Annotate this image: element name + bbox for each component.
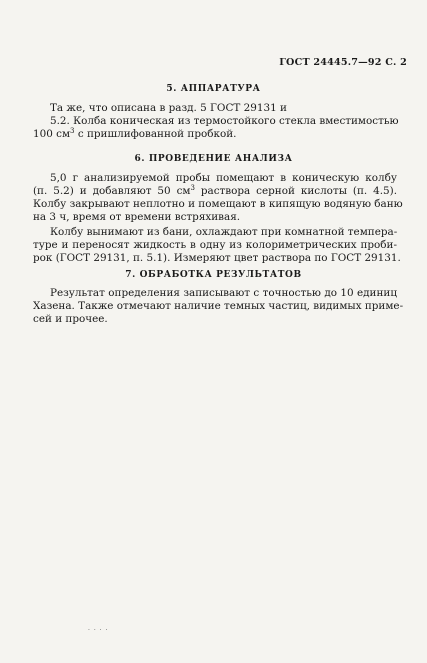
page-header: ГОСТ 24445.7—92 С. 2 bbox=[279, 57, 407, 68]
section-6-line-2: (п. 5.2) и добавляют 50 $см^3$ раствора серной кислоты (п. 4.5). bbox=[33, 184, 397, 197]
footer-mark: · · · · bbox=[88, 627, 109, 634]
section-6-line-4: на 3 ч, время от времени встряхивая. bbox=[33, 211, 241, 223]
section-5-line-3: 100 $см^3$ с пришлифованной пробкой. bbox=[33, 127, 237, 140]
section-7-line-3: сей и прочее. bbox=[33, 313, 108, 325]
section-5-line-1: Та же, что описана в разд. 5 ГОСТ 29131 и bbox=[50, 102, 287, 114]
section-7-line-1: Результат определения записывают с точностью до 10 единиц bbox=[50, 287, 397, 299]
section-6-title: 6. ПРОВЕДЕНИЕ АНАЛИЗА bbox=[134, 154, 293, 164]
section-5-line-2: 5.2. Колба коническая из термостойкого стекла вместимостью bbox=[50, 115, 399, 127]
section-6-line-5: Колбу вынимают из бани, охлаждают при комнатной темпера- bbox=[50, 226, 398, 238]
section-5-title: 5. АППАРАТУРА bbox=[166, 84, 261, 94]
section-6-line-1: 5,0 г анализируемой пробы помещают в коническую колбу bbox=[50, 172, 397, 184]
section-7-title: 7. ОБРАБОТКА РЕЗУЛЬТАТОВ bbox=[125, 270, 302, 280]
section-6-line-3: Колбу закрывают неплотно и помещают в кипящую водяную баню bbox=[33, 198, 403, 210]
section-6-line-6: туре и переносят жидкость в одну из колориметрических проби- bbox=[33, 239, 397, 251]
section-7-line-2: Хазена. Также отмечают наличие темных частиц, видимых приме- bbox=[33, 300, 404, 312]
section-6-line-7: рок (ГОСТ 29131, п. 5.1). Измеряют цвет раствора по ГОСТ 29131. bbox=[33, 252, 401, 264]
